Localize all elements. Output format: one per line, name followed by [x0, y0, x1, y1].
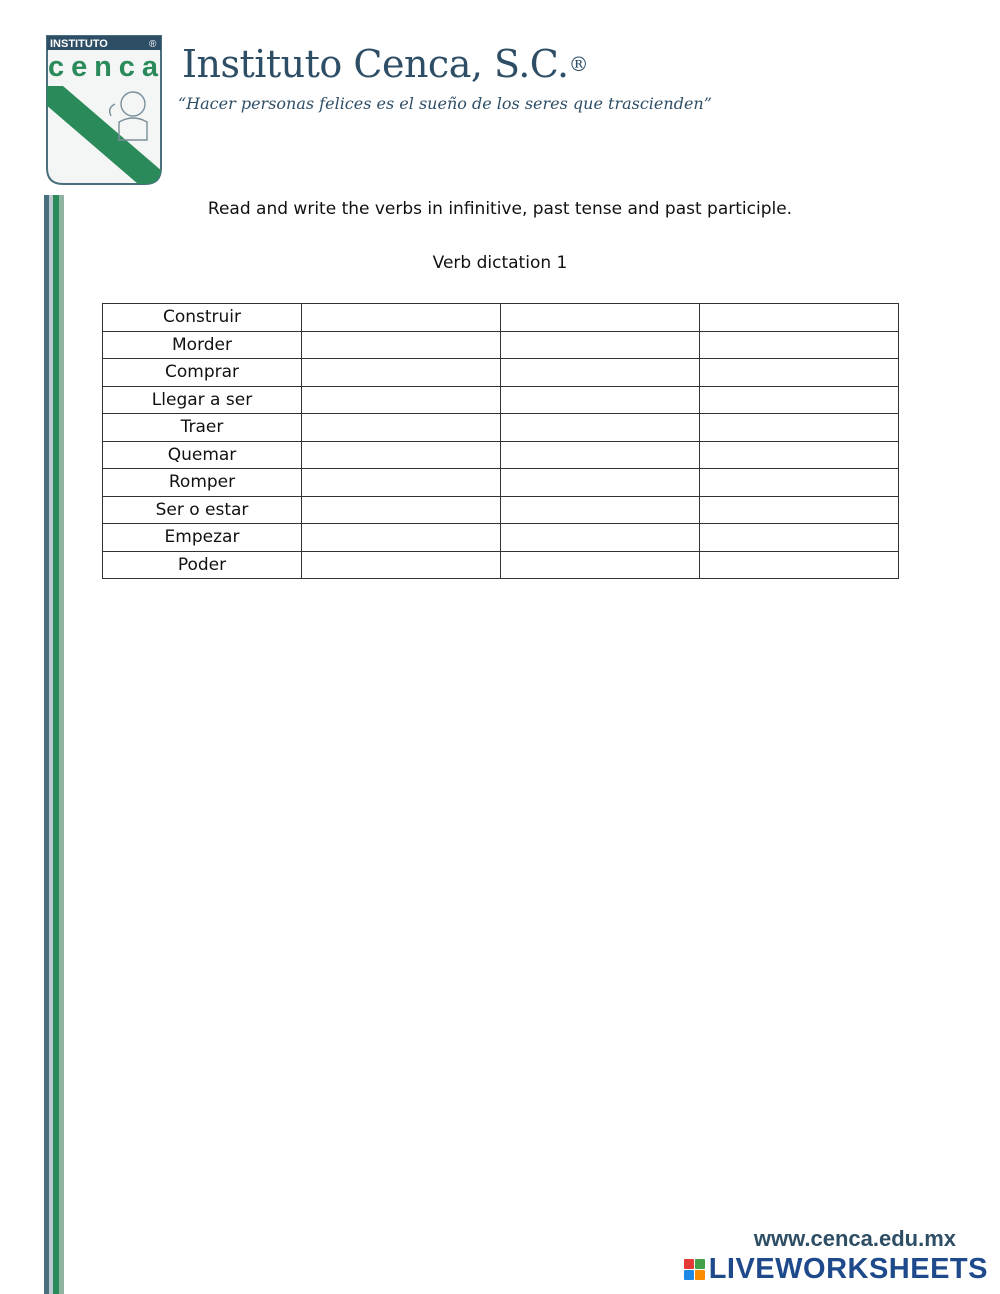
- worksheet-subtitle: Verb dictation 1: [432, 253, 568, 273]
- past-tense-input-cell[interactable]: [501, 414, 700, 442]
- table-row: [103, 469, 899, 497]
- verb-cell: Comprar: [103, 359, 302, 387]
- past-tense-input-cell[interactable]: [501, 469, 700, 497]
- table-row: [103, 386, 899, 414]
- past-participle-input-cell[interactable]: [700, 496, 899, 524]
- left-decorative-stripes: [44, 195, 64, 1294]
- infinitive-input-cell[interactable]: [302, 359, 501, 387]
- cenca-logo: [45, 34, 163, 186]
- worksheet-instructions: Read and write the verbs in infinitive, past tense and past participle.: [207, 199, 793, 219]
- table-row: [103, 551, 899, 579]
- infinitive-input-cell[interactable]: [302, 441, 501, 469]
- verb-cell: Empezar: [103, 524, 302, 552]
- infinitive-input-cell[interactable]: [302, 386, 501, 414]
- past-participle-input-cell[interactable]: [700, 469, 899, 497]
- table-row: [103, 359, 899, 387]
- past-participle-input-cell[interactable]: [700, 414, 899, 442]
- infinitive-input-cell[interactable]: [302, 524, 501, 552]
- past-tense-input-cell[interactable]: [501, 386, 700, 414]
- institute-title: Instituto Cenca, S.C.®: [182, 42, 589, 86]
- table-row: [103, 524, 899, 552]
- verb-cell: Construir: [103, 304, 302, 332]
- past-participle-input-cell[interactable]: [700, 331, 899, 359]
- verb-cell: Romper: [103, 469, 302, 497]
- past-tense-input-cell[interactable]: [501, 441, 700, 469]
- website-url[interactable]: www.cenca.edu.mx: [753, 1226, 956, 1251]
- past-tense-input-cell[interactable]: [501, 359, 700, 387]
- past-participle-input-cell[interactable]: [700, 386, 899, 414]
- verb-cell: Traer: [103, 414, 302, 442]
- past-participle-input-cell[interactable]: [700, 551, 899, 579]
- past-participle-input-cell[interactable]: [700, 359, 899, 387]
- liveworksheets-grid-icon: [684, 1259, 705, 1280]
- infinitive-input-cell[interactable]: [302, 551, 501, 579]
- past-tense-input-cell[interactable]: [501, 331, 700, 359]
- verb-cell: Ser o estar: [103, 496, 302, 524]
- past-tense-input-cell[interactable]: [501, 524, 700, 552]
- infinitive-input-cell[interactable]: [302, 304, 501, 332]
- past-participle-input-cell[interactable]: [700, 441, 899, 469]
- infinitive-input-cell[interactable]: [302, 496, 501, 524]
- liveworksheets-logo: LIVEWORKSHEETS: [684, 1254, 988, 1284]
- table-row: [103, 331, 899, 359]
- verb-table: [102, 303, 899, 579]
- institute-motto: “Hacer personas felices es el sueño de los seres que trascienden”: [178, 94, 712, 113]
- table-row: [103, 414, 899, 442]
- past-participle-input-cell[interactable]: [700, 304, 899, 332]
- svg-text:cenca: cenca: [48, 51, 158, 83]
- infinitive-input-cell[interactable]: [302, 331, 501, 359]
- past-tense-input-cell[interactable]: [501, 496, 700, 524]
- past-participle-input-cell[interactable]: [700, 524, 899, 552]
- table-row: [103, 496, 899, 524]
- svg-text:®: ®: [149, 39, 157, 50]
- infinitive-input-cell[interactable]: [302, 469, 501, 497]
- verb-cell: Quemar: [103, 441, 302, 469]
- svg-text:INSTITUTO: INSTITUTO: [50, 38, 108, 50]
- verb-cell: Llegar a ser: [103, 386, 302, 414]
- infinitive-input-cell[interactable]: [302, 414, 501, 442]
- past-tense-input-cell[interactable]: [501, 551, 700, 579]
- table-row: [103, 441, 899, 469]
- verb-cell: Poder: [103, 551, 302, 579]
- table-row: [103, 304, 899, 332]
- past-tense-input-cell[interactable]: [501, 304, 700, 332]
- verb-cell: Morder: [103, 331, 302, 359]
